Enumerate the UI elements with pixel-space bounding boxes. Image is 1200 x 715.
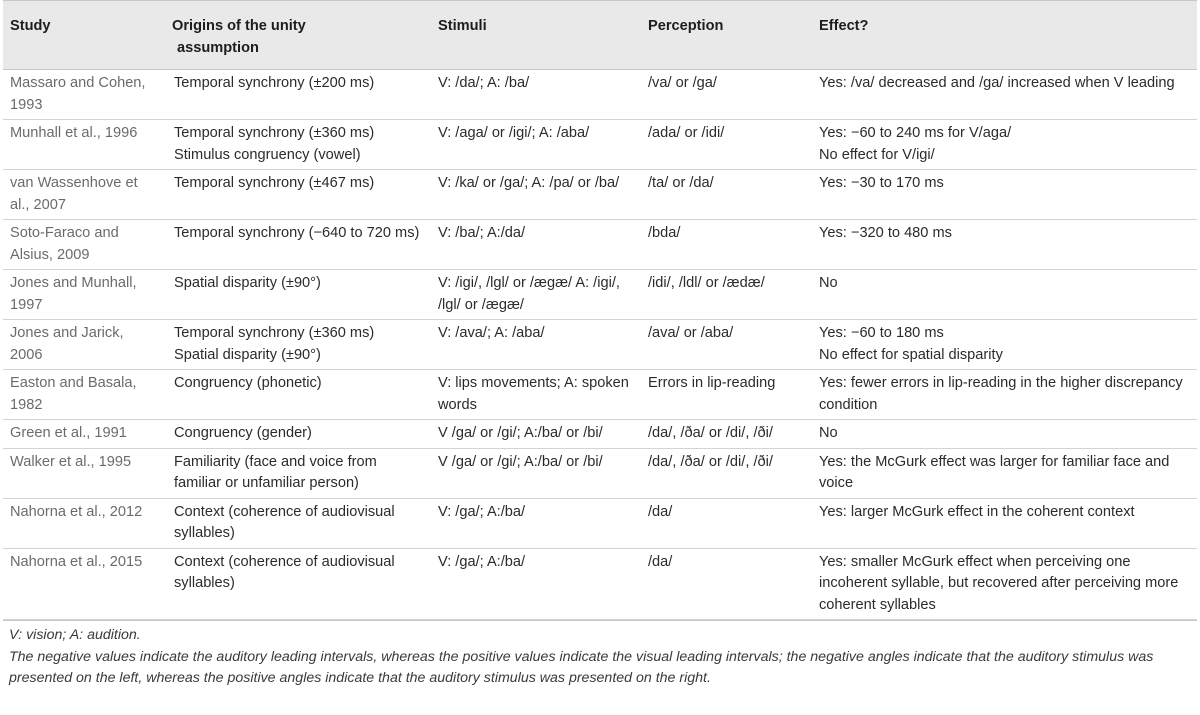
effect-line: Yes: /va/ decreased and /ga/ increased when V leading xyxy=(819,75,1175,91)
cell-study: van Wassenhove et al., 2007 xyxy=(3,170,167,220)
cell-stimuli: V: /ka/ or /ga/; A: /pa/ or /ba/ xyxy=(431,170,641,220)
effect-line: Yes: −60 to 240 ms for V/aga/ xyxy=(819,125,1012,141)
cell-study: Soto-Faraco and Alsius, 2009 xyxy=(3,220,167,270)
effect-line: Yes: larger McGurk effect in the coherent context xyxy=(819,503,1135,520)
table-row xyxy=(3,370,1197,420)
cell-perception: /da/ xyxy=(641,548,812,620)
header-perception: Perception xyxy=(641,1,812,70)
table-row xyxy=(3,170,1197,220)
effect-line: Yes: the McGurk effect was larger for familiar face and voice xyxy=(819,453,1170,491)
table-body xyxy=(3,70,1197,620)
effect-line: No xyxy=(819,425,838,441)
origins-line: Spatial disparity (±90°) xyxy=(174,346,321,363)
cell-effect xyxy=(812,370,1197,420)
cell-effect xyxy=(812,320,1197,370)
cell-study: Jones and Munhall, 1997 xyxy=(3,270,167,320)
cell-perception: /ta/ or /da/ xyxy=(641,170,812,220)
effect-line: Yes: −320 to 480 ms xyxy=(819,225,952,241)
cell-effect xyxy=(812,420,1197,449)
effect-line: No effect for spatial disparity xyxy=(819,346,1003,363)
origins-line: Congruency (gender) xyxy=(174,425,312,441)
cell-origins xyxy=(167,448,431,498)
origins-line: Temporal synchrony (±200 ms) xyxy=(174,75,375,91)
origins-line: Context (coherence of audiovisual syllables) xyxy=(174,503,395,541)
cell-perception: /ada/ or /idi/ xyxy=(641,120,812,170)
cell-stimuli: V: /da/; A: /ba/ xyxy=(431,70,641,120)
cell-stimuli: V: /ba/; A:/da/ xyxy=(431,220,641,270)
cell-origins xyxy=(167,498,431,548)
cell-perception: /idi/, /ldl/ or /ædæ/ xyxy=(641,270,812,320)
cell-effect xyxy=(812,170,1197,220)
cell-stimuli: V: /ava/; A: /aba/ xyxy=(431,320,641,370)
origins-line: Familiarity (face and voice from familiar or unfamiliar person) xyxy=(174,453,377,491)
effect-line: Yes: −60 to 180 ms xyxy=(819,325,944,341)
cell-study: Nahorna et al., 2015 xyxy=(3,548,167,620)
cell-perception: /da/, /ða/ or /di/, /ði/ xyxy=(641,448,812,498)
header-effect: Effect? xyxy=(812,1,1197,70)
table-row xyxy=(3,448,1197,498)
cell-study: Green et al., 1991 xyxy=(3,420,167,449)
table-row xyxy=(3,548,1197,620)
cell-study: Massaro and Cohen, 1993 xyxy=(3,70,167,120)
cell-perception: /da/ xyxy=(641,498,812,548)
table-row xyxy=(3,70,1197,120)
document xyxy=(3,0,1197,690)
header-origins xyxy=(167,1,431,70)
cell-origins xyxy=(167,270,431,320)
cell-study: Jones and Jarick, 2006 xyxy=(3,320,167,370)
table-row xyxy=(3,120,1197,170)
origins-line: Temporal synchrony (±467 ms) xyxy=(174,175,375,191)
cell-study: Easton and Basala, 1982 xyxy=(3,370,167,420)
cell-origins xyxy=(167,420,431,449)
cell-study: Nahorna et al., 2012 xyxy=(3,498,167,548)
effect-line: Yes: smaller McGurk effect when perceiving one incoherent syllable, but recovered after perceiving more coherent syllables xyxy=(819,553,1179,613)
cell-stimuli: V: /igi/, /lgl/ or /ægæ/ A: /igi/, /lgl/ or /ægæ/ xyxy=(431,270,641,320)
cell-stimuli: V: lips movements; A: spoken words xyxy=(431,370,641,420)
cell-stimuli: V: /ga/; A:/ba/ xyxy=(431,498,641,548)
origins-line: Temporal synchrony (−640 to 720 ms) xyxy=(174,225,420,241)
origins-line: Temporal synchrony (±360 ms) xyxy=(174,325,375,341)
header-study: Study xyxy=(3,1,167,70)
cell-origins xyxy=(167,320,431,370)
cell-effect xyxy=(812,220,1197,270)
effect-line: Yes: fewer errors in lip-reading in the higher discrepancy condition xyxy=(819,375,1183,413)
cell-effect xyxy=(812,270,1197,320)
table-row xyxy=(3,420,1197,449)
cell-perception: /bda/ xyxy=(641,220,812,270)
cell-stimuli: V /ga/ or /gi/; A:/ba/ or /bi/ xyxy=(431,448,641,498)
header-origins-line1: Origins of the unity xyxy=(172,18,306,34)
origins-line: Temporal synchrony (±360 ms) xyxy=(174,125,375,141)
cell-effect xyxy=(812,498,1197,548)
cell-effect xyxy=(812,448,1197,498)
cell-origins xyxy=(167,220,431,270)
cell-perception: Errors in lip-reading xyxy=(641,370,812,420)
cell-study: Walker et al., 1995 xyxy=(3,448,167,498)
effect-line: No xyxy=(819,275,838,291)
table-row xyxy=(3,498,1197,548)
origins-line: Context (coherence of audiovisual syllables) xyxy=(174,553,395,591)
studies-table xyxy=(3,0,1197,620)
cell-effect xyxy=(812,70,1197,120)
cell-effect xyxy=(812,548,1197,620)
cell-study: Munhall et al., 1996 xyxy=(3,120,167,170)
cell-stimuli: V: /ga/; A:/ba/ xyxy=(431,548,641,620)
note-abbreviations: V: vision; A: audition. xyxy=(9,627,141,643)
header-origins-line2: assumption xyxy=(177,39,259,56)
cell-origins xyxy=(167,170,431,220)
cell-origins xyxy=(167,548,431,620)
origins-line: Stimulus congruency (vowel) xyxy=(174,146,361,163)
table-row xyxy=(3,270,1197,320)
header-row xyxy=(3,1,1197,70)
cell-effect xyxy=(812,120,1197,170)
cell-origins xyxy=(167,120,431,170)
note-explanation: The negative values indicate the auditory leading intervals, whereas the positive values indicate the visual leading intervals; the negative angles indicate that the auditory stimulus was presented on the left, whereas the positive angles indicate that the auditory stimulus was presented on the right. xyxy=(9,648,1154,686)
effect-line: Yes: −30 to 170 ms xyxy=(819,175,944,191)
origins-line: Congruency (phonetic) xyxy=(174,375,322,391)
origins-line: Spatial disparity (±90°) xyxy=(174,275,321,291)
cell-perception: /da/, /ða/ or /di/, /ði/ xyxy=(641,420,812,449)
cell-stimuli: V: /aga/ or /igi/; A: /aba/ xyxy=(431,120,641,170)
table-row xyxy=(3,320,1197,370)
effect-line: No effect for V/igi/ xyxy=(819,146,935,163)
table-notes xyxy=(3,620,1197,690)
cell-perception: /ava/ or /aba/ xyxy=(641,320,812,370)
cell-origins xyxy=(167,370,431,420)
table-row xyxy=(3,220,1197,270)
cell-stimuli: V /ga/ or /gi/; A:/ba/ or /bi/ xyxy=(431,420,641,449)
header-stimuli: Stimuli xyxy=(431,1,641,70)
cell-perception: /va/ or /ga/ xyxy=(641,70,812,120)
cell-origins xyxy=(167,70,431,120)
